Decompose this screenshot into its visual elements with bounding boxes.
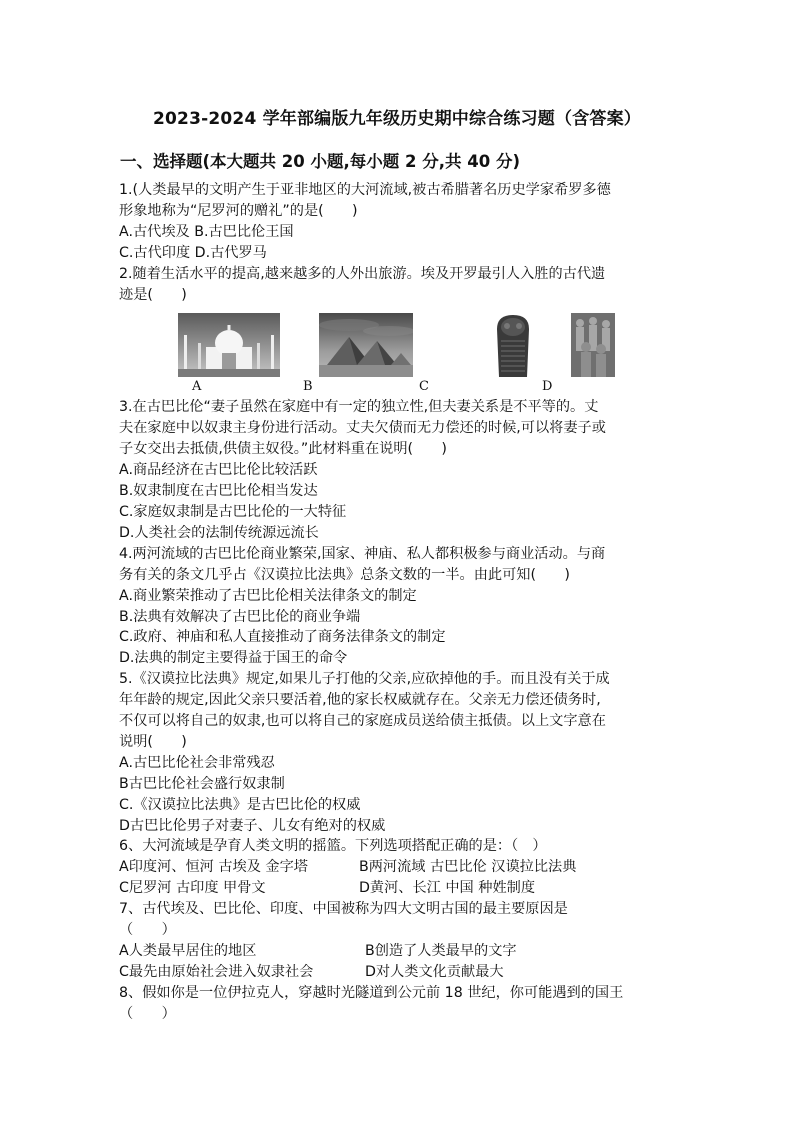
question-5-option-d: D古巴比伦男子对妻子、儿女有绝对的权威 — [119, 817, 386, 834]
question-7-option-d: D对人类文化贡献最大 — [365, 963, 504, 980]
question-4-option-b: B.法典有效解决了古巴比伦的商业争端 — [119, 608, 361, 625]
question-5-stem: 不仅可以将自己的奴隶,也可以将自己的家庭成员送给债主抵债。以上文字意在 — [119, 713, 606, 730]
question-3-option-b: B.奴隶制度在古巴比伦相当发达 — [119, 483, 318, 500]
question-5-stem: 5.《汉谟拉比法典》规定,如果儿子打他的父亲,应砍掉他的手。而且没有关于成 — [119, 671, 610, 688]
question-6-stem: 6、大河流域是孕育人类文明的摇篮。下列选项搭配正确的是：（ ） — [119, 838, 547, 855]
image-label-c: C — [419, 379, 429, 395]
question-list — [119, 180, 679, 1025]
question-4-stem: 4.两河流域的古巴比伦商业繁荣,国家、神庙、私人都积极参与商业活动。与商 — [119, 545, 606, 562]
question-3-option-d: D.人类社会的法制传统源远流长 — [119, 524, 319, 541]
question-1-stem: 1.(人类最早的文明产生于亚非地区的大河流域,被古希腊著名历史学家希罗多德 — [119, 182, 611, 198]
image-label-b: B — [303, 379, 313, 395]
question-4-option-a: A.商业繁荣推动了古巴比伦相关法律条文的制定 — [119, 587, 417, 604]
question-4-option-d: D.法典的制定主要得益于国王的命令 — [119, 650, 348, 667]
section-heading: 一、选择题(本大题共 20 小题,每小题 2 分,共 40 分) — [120, 152, 520, 171]
image-label-a: A — [192, 379, 202, 395]
question-7-stem: （ ） — [119, 922, 176, 939]
question-3-stem: 夫在家庭中以奴隶主身份进行活动。丈夫欠债而无力偿还的时候,可以将妻子或 — [119, 420, 606, 437]
question-6-option-c: C尼罗河 古印度 甲骨文 — [119, 880, 266, 897]
question-1-stem: 形象地称为“尼罗河的赠礼”的是( ) — [119, 202, 358, 219]
question-7-option-c: C最先由原始社会进入奴隶社会 — [119, 963, 314, 980]
question-5-option-c: C.《汉谟拉比法典》是古巴比伦的权威 — [119, 796, 361, 813]
question-6-option-b: B两河流域 古巴比伦 汉谟拉比法典 — [359, 859, 577, 876]
question-2-images — [119, 313, 679, 365]
question-6-option-d: D黄河、长江 中国 种姓制度 — [359, 880, 536, 897]
question-3-stem: 3.在古巴比伦“妻子虽然在家庭中有一定的独立性,但夫妻关系是不平等的。丈 — [119, 399, 599, 416]
question-8-stem: （ ） — [119, 1005, 176, 1022]
terracotta-warriors-photo — [571, 313, 615, 377]
question-5-option-b: B古巴比伦社会盛行奴隶制 — [119, 775, 285, 792]
question-7-stem: 7、古代埃及、巴比伦、印度、中国被称为四大文明古国的最主要原因是 — [119, 901, 568, 918]
taj-mahal-photo — [178, 313, 280, 377]
question-7-options-row — [119, 941, 679, 962]
question-4-option-c: C.政府、神庙和私人直接推动了商务法律条文的制定 — [119, 629, 446, 646]
question-6-options-row — [119, 878, 679, 899]
question-6-options-row — [119, 857, 679, 878]
question-5-stem: 说明( ) — [119, 733, 187, 750]
hammurabi-stele-photo — [489, 313, 537, 377]
question-4-stem: 务有关的条文几乎占《汉谟拉比法典》总条文数的一半。由此可知( ) — [119, 566, 570, 583]
question-2-stem: 迹是( ) — [119, 286, 187, 303]
question-5-option-a: A.古巴比伦社会非常残忍 — [119, 754, 275, 771]
question-3-option-c: C.家庭奴隶制是古巴比伦的一大特征 — [119, 503, 347, 520]
question-7-options-row — [119, 962, 679, 983]
question-1-option: A.古代埃及 B.古巴比伦王国 — [119, 223, 294, 240]
question-7-option-a: A人类最早居住的地区 — [119, 943, 257, 959]
question-8-stem: 8、假如你是一位伊拉克人，穿越时光隧道到公元前 18 世纪，你可能遇到的国王 — [119, 984, 624, 1001]
question-2-image-labels — [119, 377, 679, 397]
question-2-stem: 2.随着生活水平的提高,越来越多的人外出旅游。埃及开罗最引人入胜的古代遗 — [119, 265, 606, 282]
question-3-option-a: A.商品经济在古巴比伦比较活跃 — [119, 462, 318, 479]
pyramids-photo — [319, 313, 413, 377]
question-1-option: C.古代印度 D.古代罗马 — [119, 244, 267, 261]
question-7-option-b: B创造了人类最早的文字 — [365, 943, 517, 959]
question-3-stem: 子女交出去抵债,供债主奴役。”此材料重在说明( ) — [119, 441, 447, 458]
question-6-option-a: A印度河、恒河 古埃及 金字塔 — [119, 859, 308, 876]
image-label-d: D — [542, 379, 553, 395]
question-5-stem: 年年龄的规定,因此父亲只要活着,他的家长权威就存在。父亲无力偿还债务时, — [119, 692, 601, 709]
page-title: 2023-2024 学年部编版九年级历史期中综合练习题（含答案） — [152, 109, 641, 129]
